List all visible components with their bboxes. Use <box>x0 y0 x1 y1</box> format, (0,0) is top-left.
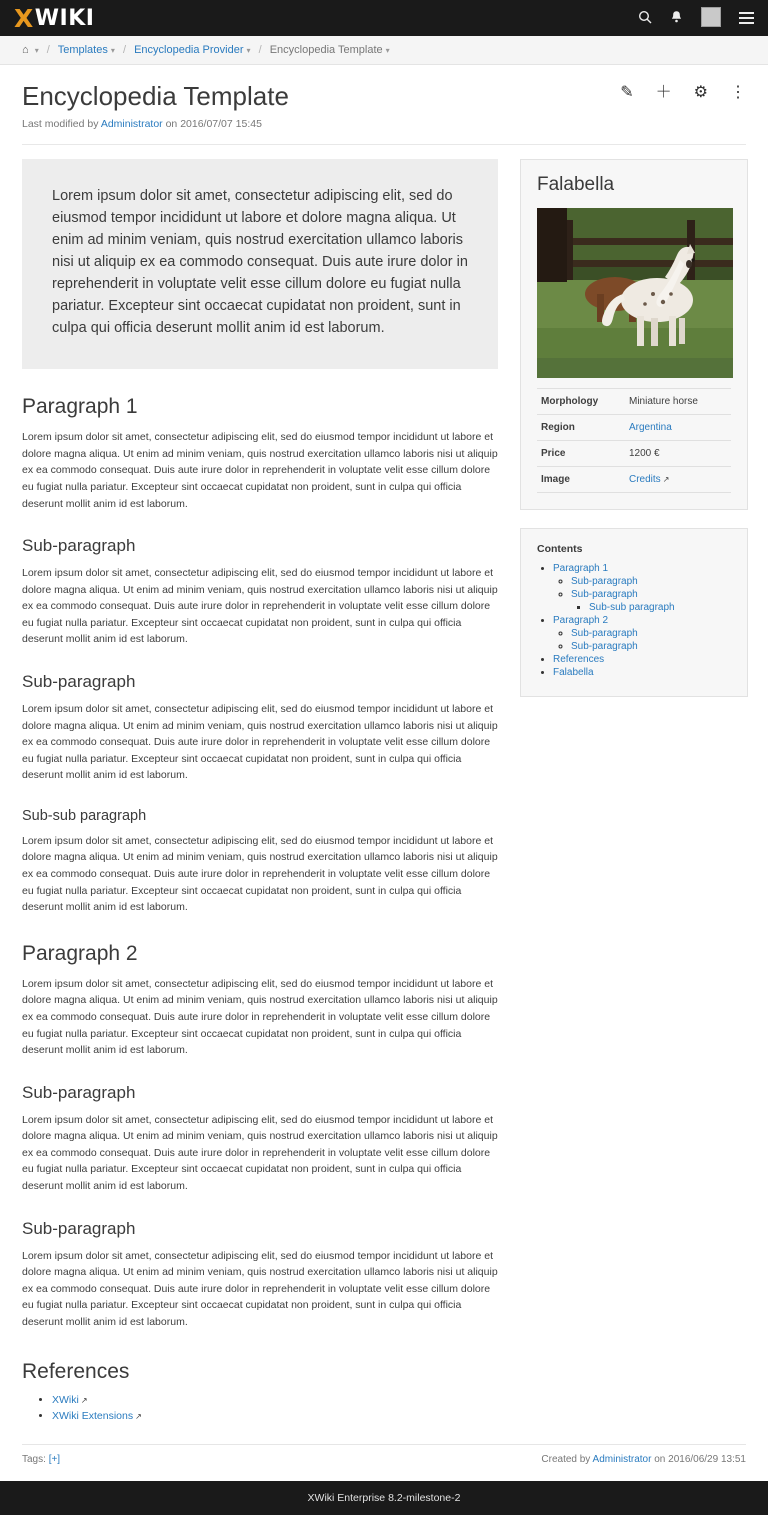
external-link-icon: ↗ <box>135 1412 142 1422</box>
edit-page-button[interactable]: ✎ <box>620 84 634 101</box>
top-navigation-bar <box>0 0 768 36</box>
add-page-button[interactable]: ＋ <box>655 84 672 101</box>
tags-label: Tags: <box>22 1454 46 1466</box>
external-link-icon: ↗ <box>662 475 670 484</box>
page-action-toolbar <box>620 85 746 101</box>
list-item <box>52 1394 498 1406</box>
page-title: Encyclopedia Template <box>22 81 289 111</box>
reference-list <box>22 1394 498 1422</box>
toc-sublist <box>553 628 731 652</box>
heading-sub-paragraph-2a: Sub-paragraph <box>22 1082 136 1102</box>
list-item <box>571 628 731 639</box>
attribute-value <box>625 415 731 441</box>
heading-sub-sub-paragraph: Sub-sub paragraph <box>22 807 147 824</box>
breadcrumb-separator: / <box>46 44 50 56</box>
menu-icon[interactable] <box>739 9 754 27</box>
contents-title: Contents <box>537 543 583 555</box>
toc-link-falabella[interactable]: Falabella <box>553 667 594 678</box>
breadcrumb-caret-templates[interactable]: ▾ <box>110 46 115 55</box>
breadcrumb-home-caret[interactable]: ▾ <box>34 46 39 55</box>
paragraph-text: Lorem ipsum dolor sit amet, consectetur adipiscing elit, sed do eiusmod tempor incididunt ut labore et dolore magna aliqua. Ut enim ad minim veniam, quis nostrud exercitation ullamco laboris nisi ut aliquip ex ea commodo consequat. Duis aute irure dolor in reprehenderit in voluptate velit esse cillum dolore eu fugiat nulla pariatur. Excepteur sint occaecat cupidatat non proident, sunt in culpa qui officia deserunt mollit anim id est laborum. <box>22 1249 498 1328</box>
page-content <box>0 145 768 1426</box>
breadcrumb-separator: / <box>122 44 126 56</box>
entity-title: Falabella <box>537 174 615 195</box>
toc-link-sub-paragraph-1b[interactable]: Sub-paragraph <box>571 589 638 600</box>
breadcrumb-item-templates[interactable]: Templates <box>57 44 108 56</box>
attribute-value <box>625 467 731 493</box>
list-item <box>571 641 731 652</box>
logo-text: WIKI <box>34 5 95 31</box>
paragraph-text: Lorem ipsum dolor sit amet, consectetur adipiscing elit, sed do eiusmod tempor incididunt ut labore et dolore magna aliqua. Ut enim ad minim veniam, quis nostrud exercitation ullamco laboris nisi ut aliquip ex ea commodo consequat. Duis aute irure dolor in reprehenderit in voluptate velit esse cillum dolore eu fugiat nulla pariatur. Excepteur sint occaecat cupidatat non proident, sunt in culpa qui officia deserunt mollit anim id est laborum. <box>22 834 498 914</box>
page-settings-button[interactable]: ⚙ <box>693 84 708 101</box>
main-content-column <box>22 159 498 1426</box>
reference-link-xwiki[interactable]: XWiki <box>52 1394 79 1407</box>
list-item <box>571 589 731 613</box>
paragraph-text: Lorem ipsum dolor sit amet, consectetur adipiscing elit, sed do eiusmod tempor incididunt ut labore et dolore magna aliqua. Ut enim ad minim veniam, quis nostrud exercitation ullamco laboris nisi ut aliquip ex ea commodo consequat. Duis aute irure dolor in reprehenderit in voluptate velit esse cillum dolore eu fugiat nulla pariatur. Excepteur sint occaecat cupidatat non proident, sunt in culpa qui officia deserunt mollit anim id est laborum. <box>22 431 498 510</box>
toc-link-sub-paragraph-1a[interactable]: Sub-paragraph <box>571 576 638 587</box>
toc-link-references[interactable]: References <box>553 654 605 665</box>
reference-link-xwiki-extensions[interactable]: XWiki Extensions <box>52 1410 134 1423</box>
external-link-icon: ↗ <box>80 1396 88 1406</box>
paragraph-text: Lorem ipsum dolor sit amet, consectetur adipiscing elit, sed do eiusmod tempor incididunt ut labore et dolore magna aliqua. Ut enim ad minim veniam, quis nostrud exercitation ullamco laboris nisi ut aliquip ex ea commodo consequat. Duis aute irure dolor in reprehenderit in voluptate velit esse cillum dolore eu fugiat nulla pariatur. Excepteur sint occaecat cupidatat non proident, sunt in culpa qui officia deserunt mollit anim id est laborum. <box>22 703 498 782</box>
breadcrumb-separator: / <box>258 44 262 56</box>
more-actions-button[interactable]: ⋮ <box>730 84 746 101</box>
home-icon[interactable]: ⌂ <box>22 44 29 56</box>
attribute-value: Miniature horse <box>625 389 731 415</box>
breadcrumb-caret-provider[interactable]: ▾ <box>246 46 251 55</box>
entity-attributes-table <box>537 388 731 493</box>
breadcrumb <box>0 36 768 65</box>
attribute-key: Image <box>537 467 625 493</box>
page-modification-info <box>22 118 746 130</box>
table-row <box>537 415 731 441</box>
breadcrumb-caret-current[interactable]: ▾ <box>385 46 390 55</box>
logo-x-mark: X <box>14 3 34 33</box>
toc-sublist <box>553 576 731 613</box>
list-item <box>589 602 731 613</box>
topbar-actions <box>638 7 754 29</box>
attribute-key: Price <box>537 441 625 467</box>
heading-references: References <box>22 1360 130 1384</box>
created-by-author-link[interactable]: Administrator <box>592 1454 652 1466</box>
heading-sub-paragraph-1a: Sub-paragraph <box>22 536 136 556</box>
creation-info <box>541 1454 746 1465</box>
list-item <box>553 667 731 678</box>
heading-paragraph-2: Paragraph 2 <box>22 941 138 965</box>
list-item <box>571 576 731 587</box>
search-icon[interactable] <box>638 10 652 26</box>
bell-icon[interactable] <box>670 10 683 26</box>
sidebar-column <box>520 159 748 715</box>
toc-sublist <box>571 602 731 613</box>
breadcrumb-item-encyclopedia-provider[interactable]: Encyclopedia Provider <box>134 44 244 56</box>
attribute-value: 1200 € <box>625 441 731 467</box>
attribute-key: Region <box>537 415 625 441</box>
paragraph-text: Lorem ipsum dolor sit amet, consectetur adipiscing elit, sed do eiusmod tempor incididunt ut labore et dolore magna aliqua. Ut enim ad minim veniam, quis nostrud exercitation ullamco laboris nisi ut aliquip ex ea commodo consequat. Duis aute irure dolor in reprehenderit in voluptate velit esse cillum dolore eu fugiat nulla pariatur. Excepteur sint occaecat cupidatat non proident, sunt in culpa qui officia deserunt mollit anim id est laborum. <box>22 1113 498 1192</box>
contents-panel <box>520 528 748 697</box>
last-modified-author-link[interactable]: Administrator <box>100 118 163 130</box>
image-credits-link[interactable]: Credits <box>629 474 661 485</box>
table-of-contents <box>537 563 731 678</box>
toc-link-paragraph-2[interactable]: Paragraph 2 <box>553 615 609 626</box>
last-modified-date: on 2016/07/07 15:45 <box>165 118 262 130</box>
toc-link-sub-paragraph-2a[interactable]: Sub-paragraph <box>571 628 638 639</box>
created-by-label: Created by <box>541 1454 591 1466</box>
toc-link-sub-paragraph-2b[interactable]: Sub-paragraph <box>571 641 638 652</box>
page-header <box>0 65 768 138</box>
paragraph-text: Lorem ipsum dolor sit amet, consectetur adipiscing elit, sed do eiusmod tempor incididunt ut labore et dolore magna aliqua. Ut enim ad minim veniam, quis nostrud exercitation ullamco laboris nisi ut aliquip ex ea commodo consequat. Duis aute irure dolor in reprehenderit in voluptate velit esse cillum dolore eu fugiat nulla pariatur. Excepteur sint occaecat cupidatat non proident, sunt in culpa qui officia deserunt mollit anim id est laborum. <box>22 977 498 1057</box>
list-item <box>553 654 731 665</box>
footer-version-bar <box>0 1481 768 1515</box>
table-row <box>537 467 731 493</box>
user-avatar[interactable] <box>701 7 721 29</box>
toc-link-paragraph-1[interactable]: Paragraph 1 <box>553 563 609 574</box>
entity-info-panel <box>520 159 748 510</box>
table-row <box>537 441 731 467</box>
tags-area <box>22 1454 60 1465</box>
page-footer-meta <box>22 1444 746 1477</box>
heading-sub-paragraph-1b: Sub-paragraph <box>22 672 136 691</box>
attribute-key: Morphology <box>537 389 625 415</box>
paragraph-text: Lorem ipsum dolor sit amet, consectetur adipiscing elit, sed do eiusmod tempor incididunt ut labore et dolore magna aliqua. Ut enim ad minim veniam, quis nostrud exercitation ullamco laboris nisi ut aliquip ex ea commodo consequat. Duis aute irure dolor in reprehenderit in voluptate velit esse cillum dolore eu fugiat nulla pariatur. Excepteur sint occaecat cupidatat non proident, sunt in culpa qui officia deserunt mollit anim id est laborum. <box>22 567 498 646</box>
heading-paragraph-1: Paragraph 1 <box>22 395 138 419</box>
lead-paragraph-box: Lorem ipsum dolor sit amet, consectetur adipiscing elit, sed do eiusmod tempor incididunt ut labore et dolore magna aliqua. Ut enim ad minim veniam, quis nostrud exercitation ullamco laboris nisi ut aliquip ex ea commodo consequat. Duis aute irure dolor in reprehenderit in voluptate velit esse cillum dolore eu fugiat nulla pariatur. Excepteur sint occaecat cupidatat non proident, sunt in culpa qui officia deserunt mollit anim id est laborum. <box>22 159 498 369</box>
list-item <box>553 563 731 613</box>
breadcrumb-item-current: Encyclopedia Template <box>269 44 383 56</box>
toc-link-sub-sub-paragraph[interactable]: Sub-sub paragraph <box>589 602 675 613</box>
list-item <box>52 1410 498 1422</box>
version-label: XWiki Enterprise 8.2-milestone-2 <box>307 1492 461 1505</box>
list-item <box>553 615 731 652</box>
entity-photo <box>537 208 733 378</box>
last-modified-label: Last modified by <box>22 118 99 130</box>
xwiki-logo[interactable] <box>14 4 94 33</box>
table-row <box>537 389 731 415</box>
heading-sub-paragraph-2b: Sub-paragraph <box>22 1218 136 1238</box>
region-link[interactable]: Argentina <box>629 422 672 433</box>
created-date: on 2016/06/29 13:51 <box>654 1454 746 1466</box>
tags-expand-toggle[interactable]: [+] <box>48 1454 61 1466</box>
